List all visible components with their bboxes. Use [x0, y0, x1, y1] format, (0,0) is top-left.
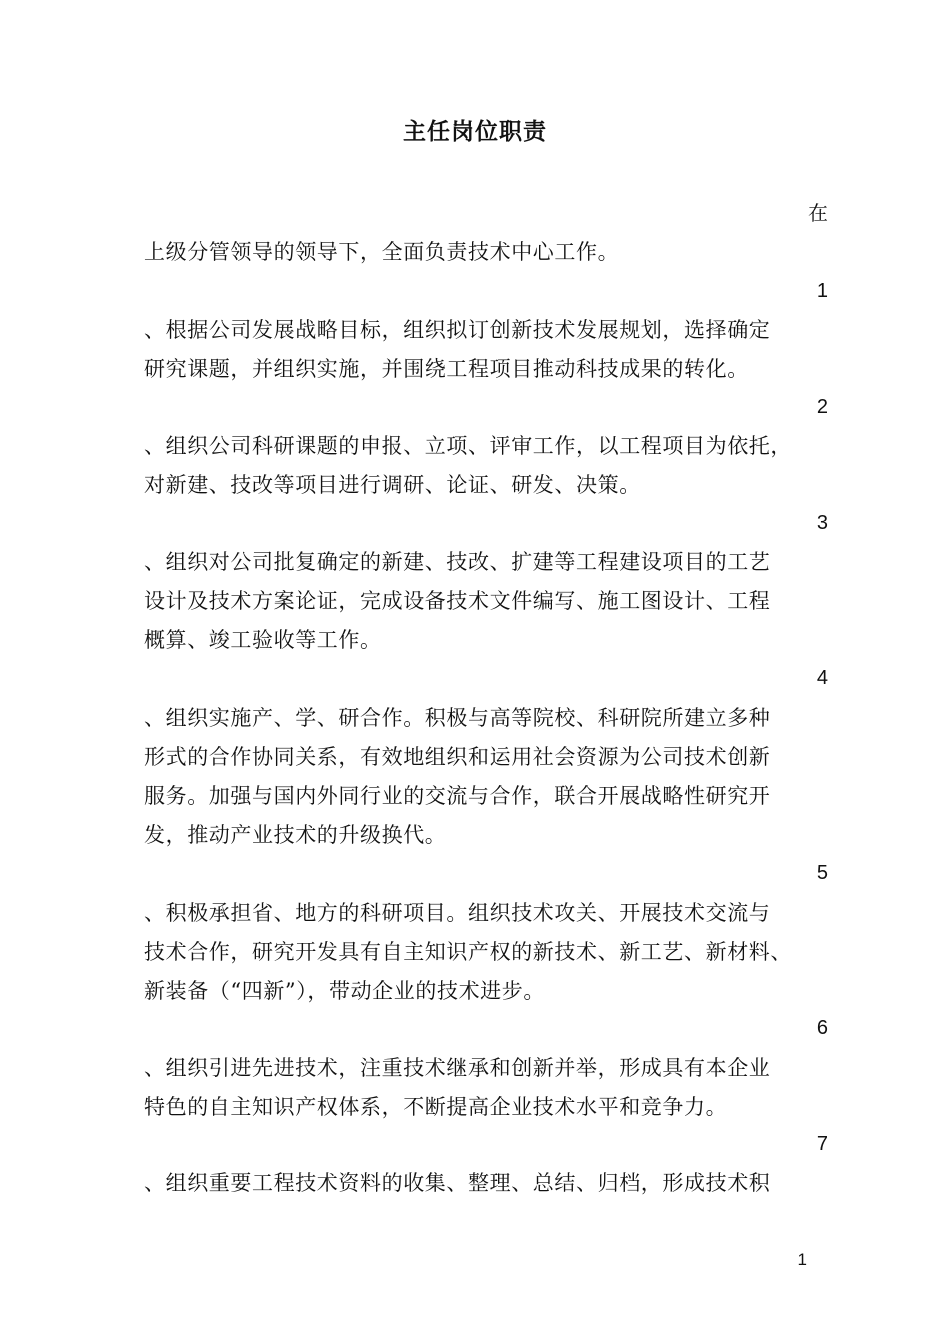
item-text-1: 、根据公司发展战略目标，组织拟订创新技术发展规划，选择确定 研究课题，并组织实施，并围绕工程项目推动科技成果的转化。	[144, 318, 771, 381]
item-text-5: 、积极承担省、地方的科研项目。组织技术攻关、开展技术交流与 技术合作，研究开发具有自主知识产权的新技术、新工艺、新材料、 新装备（“四新”），带动企业的技术进步。	[144, 901, 792, 1003]
item-text-3: 、组织对公司批复确定的新建、技改、扩建等工程建设项目的工艺 设计及技术方案论证，完成设备技术文件编写、施工图设计、工程 概算、竣工验收等工作。	[144, 550, 771, 652]
item-number-6: 6	[816, 1017, 828, 1039]
item-number-5: 5	[816, 862, 828, 884]
item-number-4: 4	[816, 667, 828, 689]
page-number: 1	[797, 1250, 807, 1269]
item-text-4: 、组织实施产、学、研合作。积极与高等院校、科研院所建立多种 形式的合作协同关系，有效地组织和运用社会资源为公司技术创新 服务。加强与国内外同行业的交流与合作，联合开展战略性研究开 发，推动产业技术的升级换代。	[144, 706, 771, 847]
intro-lead-char: 在	[808, 201, 828, 225]
item-number-3: 3	[816, 512, 828, 534]
item-number-2: 2	[816, 396, 828, 418]
item-number-1: 1	[816, 280, 828, 302]
item-text-2: 、组织公司科研课题的申报、立项、评审工作，以工程项目为依托， 对新建、技改等项目进行调研、论证、研发、决策。	[144, 434, 792, 497]
item-number-7: 7	[816, 1133, 828, 1155]
item-text-7: 、组织重要工程技术资料的收集、整理、总结、归档，形成技术积	[144, 1171, 771, 1195]
item-text-6: 、组织引进先进技术，注重技术继承和创新并举，形成具有本企业 特色的自主知识产权体系，不断提高企业技术水平和竞争力。	[144, 1056, 771, 1119]
page-title: 主任岗位职责	[403, 118, 547, 145]
intro-paragraph: 上级分管领导的领导下，全面负责技术中心工作。	[144, 240, 620, 264]
